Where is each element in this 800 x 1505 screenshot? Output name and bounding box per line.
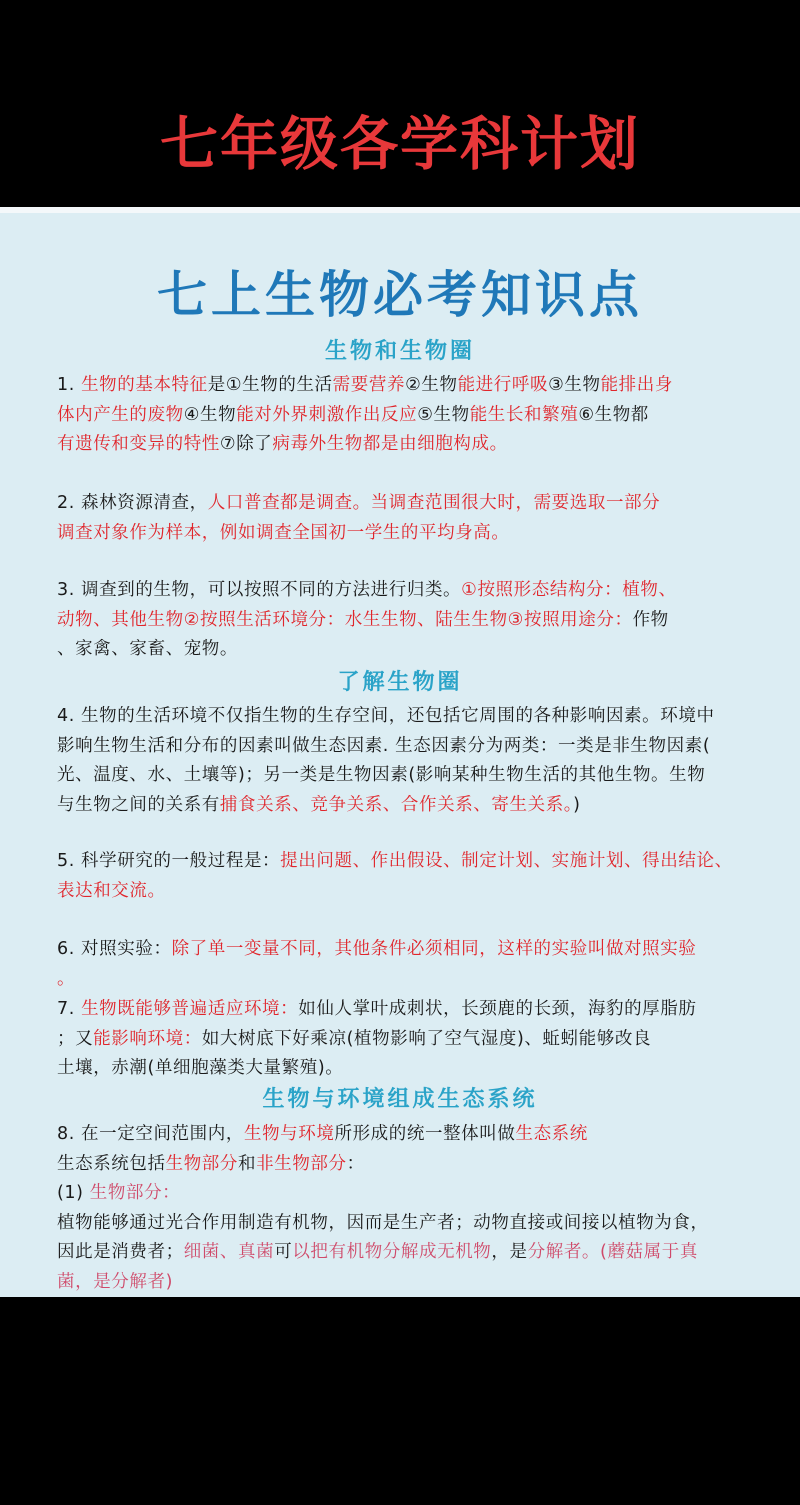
text-line <box>57 1025 757 1055</box>
body-text: ②生物 <box>405 375 458 395</box>
body-text: 2. 森林资源清查， <box>57 493 208 513</box>
body-text: 是①生物的生活 <box>207 375 333 395</box>
body-text: ⑦除了 <box>219 434 273 454</box>
point-3 <box>57 576 757 665</box>
highlighted-text: 病毒外生物都是由细胞构成。 <box>272 434 508 454</box>
body-text: 4. 生物的生活环境不仅指生物的生存空间，还包括它周围的各种影响因素。环境中 <box>57 706 715 726</box>
body-text: 3. 调查到的生物，可以按照不同的方法进行归类。 <box>57 580 462 600</box>
body-text: 如大树底下好乘凉(植物影响了空气湿度)、蚯蚓能够改良 <box>201 1028 652 1049</box>
body-text: 和 <box>238 1153 257 1174</box>
body-text: 5. 科学研究的一般过程是： <box>57 851 281 871</box>
text-line <box>57 1238 757 1268</box>
body-text: 生态系统包括 <box>57 1153 166 1174</box>
point-5 <box>57 847 757 906</box>
point-2 <box>57 489 757 548</box>
highlighted-text: 体内产生的废物 <box>57 404 184 425</box>
text-line <box>57 606 757 636</box>
highlighted-text: 能进行呼吸 <box>457 375 549 395</box>
text-line <box>57 401 757 431</box>
body-text: 1. <box>57 375 82 395</box>
text-line <box>57 791 757 821</box>
text-line <box>57 965 757 995</box>
point-1 <box>57 371 757 460</box>
highlighted-text: 能排出身 <box>600 375 673 395</box>
text-line <box>57 576 757 606</box>
body-text: ⑤生物 <box>417 404 470 425</box>
body-text: 作物 <box>632 609 669 630</box>
text-line <box>57 847 757 877</box>
highlighted-text: 人口普查都是调查。当调查范围很大时，需要选取一部分 <box>207 493 661 513</box>
text-line <box>57 1179 757 1209</box>
highlighted-text: 捕食关系、竞争关系、合作关系、寄生关系。 <box>219 794 574 815</box>
body-text: 所形成的统一整体叫做 <box>334 1124 516 1144</box>
text-line <box>57 519 757 549</box>
text-line <box>57 371 757 401</box>
banner-title: 七年级各学科计划 <box>159 110 640 178</box>
section-heading-biosphere: 生物和生物圈 <box>324 339 475 364</box>
highlighted-text: 提出问题、作出假设、制定计划、实施计划、得出结论、 <box>280 851 733 871</box>
body-text: 影响生物生活和分布的因素叫做生态因素. 生态因素分为两类：一类是非生物因素( <box>57 735 711 756</box>
body-text: 土壤，赤潮(单细胞藻类大量繁殖)。 <box>57 1058 344 1078</box>
highlighted-text: 需要营养 <box>332 375 406 395</box>
point-4 <box>57 702 757 820</box>
highlighted-text: 表达和交流。 <box>57 880 166 901</box>
body-text: 6. 对照实验： <box>57 939 172 959</box>
body-text: ③生物 <box>548 375 601 395</box>
text-line <box>57 430 757 460</box>
point-8 <box>57 1120 757 1297</box>
body-text: ；又 <box>57 1028 94 1049</box>
text-line <box>57 1268 757 1298</box>
section-heading-ecosystem: 生物与环境组成生态系统 <box>262 1087 538 1112</box>
highlighted-text: 有遗传和变异的特性 <box>57 434 220 454</box>
highlighted-text: 以把有机物分解成无机物 <box>292 1242 492 1262</box>
highlighted-text: 调查对象作为样本，例如调查全国初一学生的平均身高。 <box>57 522 510 543</box>
text-line <box>57 1209 757 1239</box>
highlighted-text: 能生长和繁殖 <box>469 404 579 425</box>
highlighted-text: 非生物部分 <box>256 1153 347 1174</box>
body-text: ) <box>573 794 581 815</box>
text-line <box>57 935 757 965</box>
highlighted-text: 能影响环境： <box>93 1028 202 1049</box>
highlighted-text: 生态系统 <box>515 1124 588 1144</box>
text-line <box>57 702 757 732</box>
body-text: 如仙人掌叶成刺状，长颈鹿的长颈，海豹的厚脂肪 <box>298 999 697 1019</box>
body-text: 、家禽、家畜、宠物。 <box>57 639 238 659</box>
body-text: ⑥生物都 <box>578 404 649 425</box>
point-7 <box>57 995 757 1084</box>
text-line <box>57 1150 757 1180</box>
highlighted-text: 细菌、真菌 <box>183 1242 275 1262</box>
body-text: (1) <box>57 1183 90 1203</box>
highlighted-text: ①按照形态结构分：植物、 <box>461 580 677 600</box>
text-line <box>57 1120 757 1150</box>
text-line <box>57 489 757 519</box>
highlighted-text: 。 <box>57 968 76 989</box>
point-6 <box>57 935 757 994</box>
body-text: ： <box>346 1153 365 1174</box>
body-text: 8. 在一定空间范围内， <box>57 1124 244 1144</box>
body-text: 光、温度、水、土壤等)；另一类是生物因素(影响某种生物生活的其他生物。生物 <box>57 765 706 785</box>
text-line <box>57 877 757 907</box>
body-text: 可 <box>274 1242 293 1262</box>
highlighted-text: 生物部分 <box>165 1153 239 1174</box>
body-text: 7. <box>57 999 82 1019</box>
text-line <box>57 1054 757 1084</box>
text-line <box>57 635 757 665</box>
highlighted-text: 除了单一变量不同，其他条件必须相同，这样的实验叫做对照实验 <box>171 939 697 959</box>
highlighted-text: 生物的基本特征 <box>81 375 208 395</box>
body-text: 因此是消费者； <box>57 1242 184 1262</box>
text-line <box>57 995 757 1025</box>
highlighted-text: 能对外界刺激作出反应 <box>236 404 418 425</box>
highlighted-text: 菌，是分解者) <box>57 1271 174 1292</box>
body-text: ，是 <box>491 1242 528 1262</box>
highlighted-text: 生物既能够普遍适应环境： <box>81 999 299 1019</box>
section-heading-understand-biosphere: 了解生物圈 <box>337 670 463 695</box>
highlighted-text: 生物部分： <box>89 1183 181 1203</box>
document-title: 七上生物必考知识点 <box>157 265 643 324</box>
body-text: ④生物 <box>183 404 237 425</box>
highlighted-text: 分解者。(蘑菇属于真 <box>527 1242 698 1262</box>
text-line <box>57 732 757 762</box>
highlighted-text: 动物、其他生物②按照生活环境分：水生生物、陆生生物③按照用途分： <box>57 609 633 630</box>
highlighted-text: 生物与环境 <box>243 1124 335 1144</box>
body-text: 与生物之间的关系有 <box>57 794 220 815</box>
text-line <box>57 761 757 791</box>
body-text: 植物能够通过光合作用制造有机物，因而是生产者；动物直接或间接以植物为食， <box>57 1212 709 1233</box>
